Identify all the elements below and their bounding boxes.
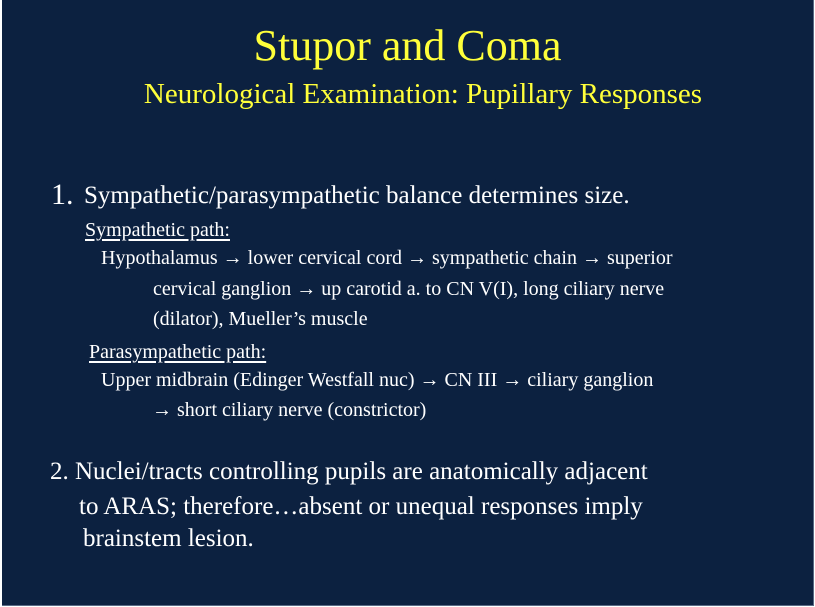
point-2-line: 2. Nuclei/tracts controlling pupils are anatomically adjacent [50,458,648,485]
point-2-line: to ARAS; therefore…absent or unequal responses imply [79,493,643,520]
parasympathetic-path-heading: Parasympathetic path: [89,341,267,363]
point-1-text: Sympathetic/parasympathetic balance determines size. [84,182,630,209]
slide-subtitle: Neurological Examination: Pupillary Responses [143,78,703,110]
sympathetic-path-line: Hypothalamus → lower cervical cord → sympathetic chain → superior [101,247,673,269]
parasympathetic-path-line: → short ciliary nerve (constrictor) [152,399,427,421]
slide-title: Stupor and Coma [253,21,562,70]
sympathetic-path-heading: Sympathetic path: [85,219,230,241]
point-2-line: brainstem lesion. [83,525,254,552]
sympathetic-path-line: cervical ganglion → up carotid a. to CN V(I), long ciliary nerve [153,278,665,300]
parasympathetic-path-line: Upper midbrain (Edinger Westfall nuc) → CN III → ciliary ganglion [101,369,654,391]
sympathetic-path-line: (dilator), Mueller’s muscle [153,308,368,330]
point-1-number: 1. [51,178,74,211]
slide [2,0,814,606]
